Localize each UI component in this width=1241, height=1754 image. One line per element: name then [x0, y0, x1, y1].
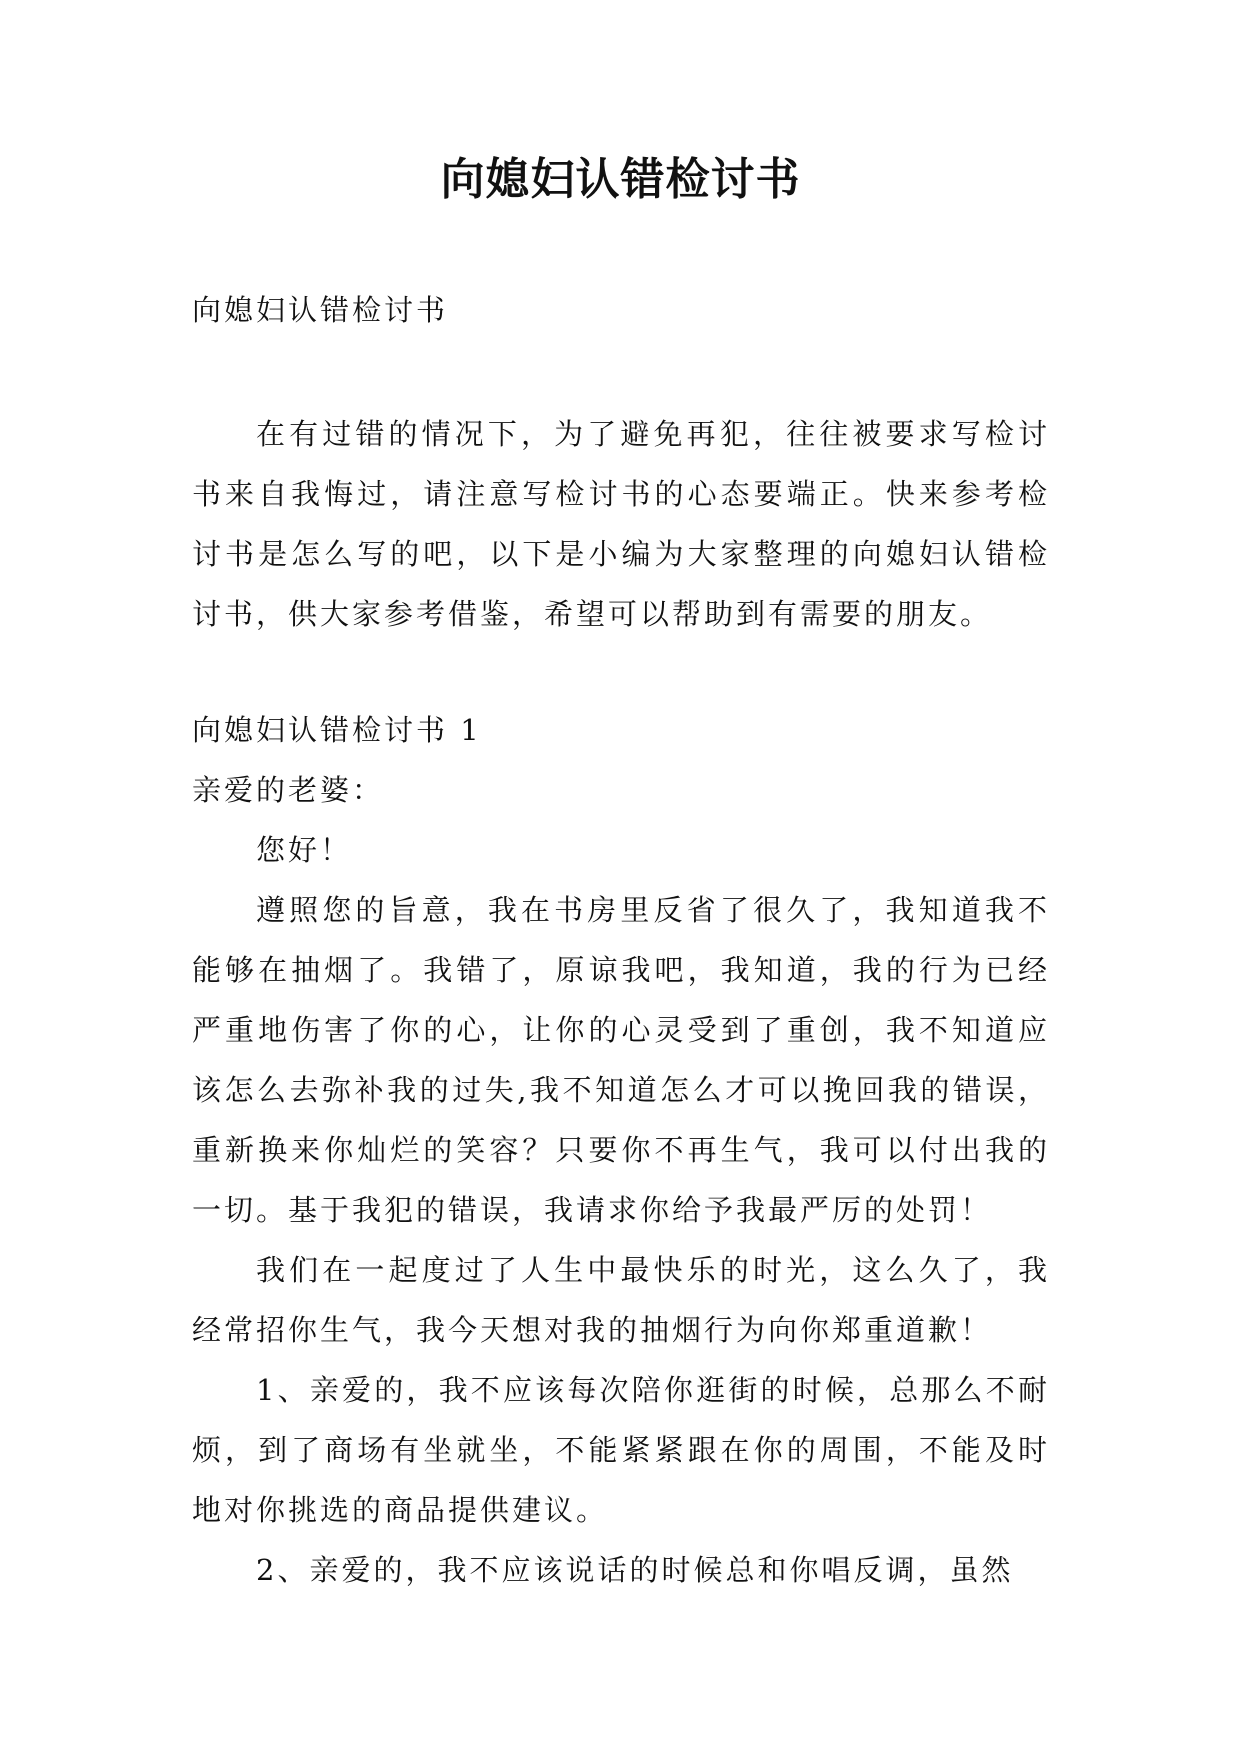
document-subtitle: 向媳妇认错检讨书: [192, 293, 449, 327]
salutation: 亲爱的老婆：: [192, 773, 385, 807]
greeting: 您好！: [256, 833, 353, 867]
body-paragraph: 1、亲爱的，我不应该每次陪你逛街的时候，总那么不耐烦，到了商场有坐就坐，不能紧紧跟在你的周围，不能及时地对你挑选的商品提供建议。: [192, 1373, 1050, 1527]
body-paragraph: 遵照您的旨意，我在书房里反省了很久了，我知道我不能够在抽烟了。我错了，原谅我吧，我知道，我的行为已经严重地伤害了你的心，让你的心灵受到了重创，我不知道应该怎么去弥补我的过失,我不知道怎么才可以挽回我的错误，重新换来你灿烂的笑容？只要你不再生气，我可以付出我的一切。基于我犯的错误，我请求你给予我最严厉的处罚！: [192, 893, 1050, 1227]
section-heading: 向媳妇认错检讨书 1: [192, 713, 482, 747]
body-paragraph: 2、亲爱的，我不应该说话的时候总和你唱反调，虽然: [256, 1553, 1014, 1587]
intro-paragraph: 在有过错的情况下，为了避免再犯，往往被要求写检讨书来自我悔过，请注意写检讨书的心态要端正。快来参考检讨书是怎么写的吧，以下是小编为大家整理的向媳妇认错检讨书，供大家参考借鉴，希望可以帮助到有需要的朋友。: [192, 417, 1050, 631]
letter-section: [192, 700, 1050, 1600]
body-paragraph: 我们在一起度过了人生中最快乐的时光，这么久了，我经常招你生气，我今天想对我的抽烟行为向你郑重道歉！: [192, 1253, 1050, 1347]
document-title: 向媳妇认错检讨书: [440, 154, 801, 205]
intro-block: [192, 404, 1050, 644]
